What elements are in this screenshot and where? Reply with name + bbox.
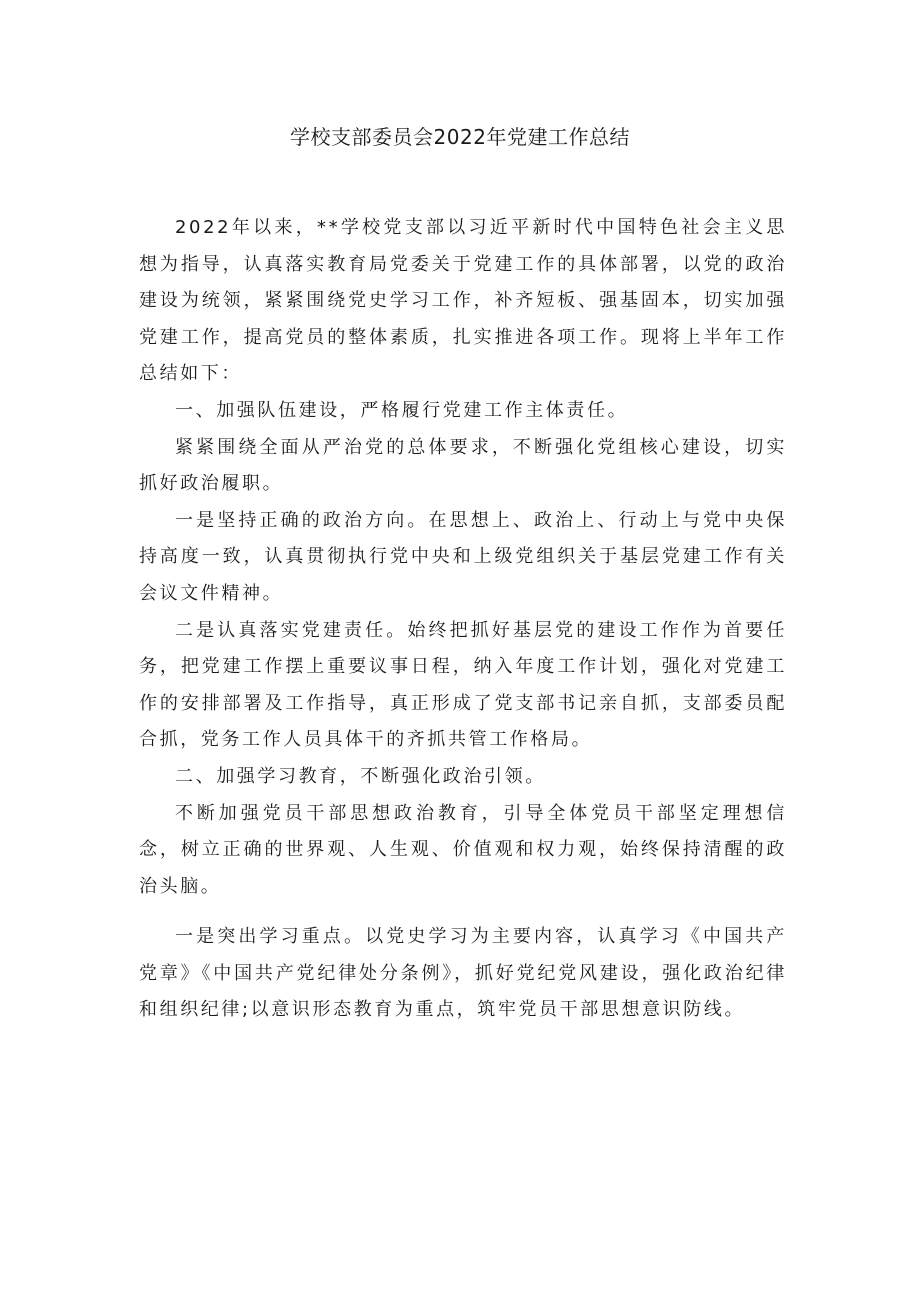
document-title: 学校支部委员会2022年党建工作总结 [290,125,630,149]
heading-section-2: 二、加强学习教育，不断强化政治引领。 [175,765,546,787]
heading-section-1: 一、加强队伍建设，严格履行党建工作主体责任。 [175,399,629,421]
document-body [139,210,787,1029]
paragraph-section-1-summary: 紧紧围绕全面从严治党的总体要求，不断强化党组核心建设，切实抓好政治履职。 [139,436,787,495]
paragraph-section-2-point-1: 一是突出学习重点。以党史学习为主要内容，认真学习《中国共产党章》《中国共产党纪律处分条例》，抓好党纪党风建设，强化政治纪律和组织纪律;以意识形态教育为重点，筑牢党员干部思想意识防线。 [139,926,787,1021]
paragraph-section-1-point-1: 一是坚持正确的政治方向。在思想上、政治上、行动上与党中央保持高度一致，认真贯彻执行党中央和上级党组织关于基层党建工作有关会议文件精神。 [139,509,787,604]
paragraph-section-2-summary: 不断加强党员干部思想政治教育，引导全体党员干部坚定理想信念，树立正确的世界观、人生观、价值观和权力观，始终保持清醒的政治头脑。 [139,802,787,897]
paragraph-intro: 2022年以来，**学校党支部以习近平新时代中国特色社会主义思想为指导，认真落实教育局党委关于党建工作的具体部署，以党的政治建设为统领，紧紧围绕党史学习工作，补齐短板、强基固本，切实加强党建工作，提高党员的整体素质，扎实推进各项工作。现将上半年工作总结如下： [139,217,787,385]
paragraph-section-1-point-2: 二是认真落实党建责任。始终把抓好基层党的建设工作作为首要任务，把党建工作摆上重要议事日程，纳入年度工作计划，强化对党建工作的安排部署及工作指导，真正形成了党支部书记亲自抓，支部委员配合抓，党务工作人员具体干的齐抓共管工作格局。 [139,619,787,751]
